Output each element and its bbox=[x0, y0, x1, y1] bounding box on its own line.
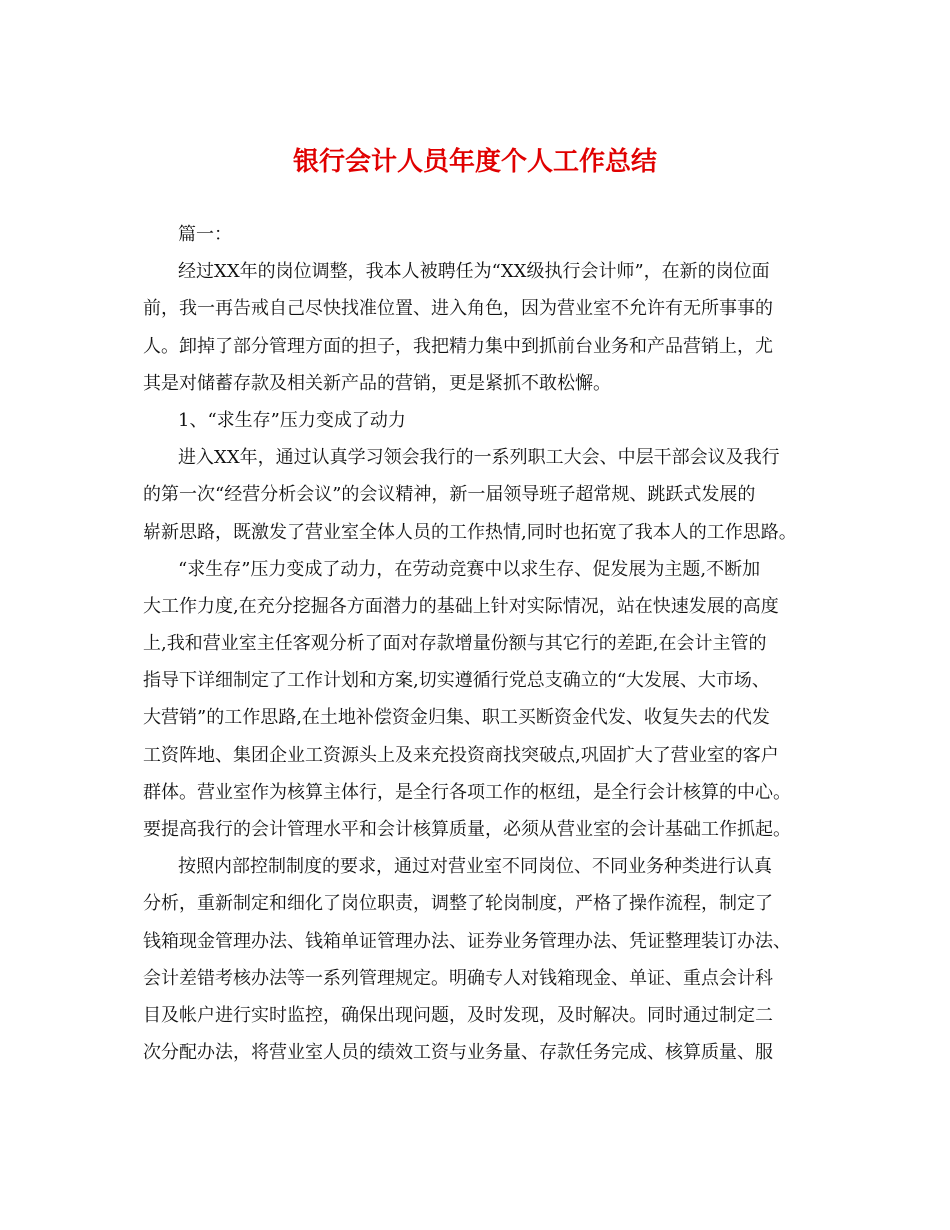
text-line: “求生存”压力变成了动力，在劳动竞赛中以求生存、促发展为主题,不断加 bbox=[178, 558, 761, 580]
text-line: 按照内部控制制度的要求，通过对营业室不同岗位、不同业务种类进行认真 bbox=[178, 856, 772, 878]
text-line: 前，我一再告戒自己尽快找准位置、进入角色，因为营业室不允许有无所事事的 bbox=[143, 298, 773, 320]
text-line: 分析，重新制定和细化了岗位职责，调整了轮岗制度，严格了操作流程，制定了 bbox=[143, 893, 773, 915]
document-title: 银行会计人员年度个人工作总结 bbox=[292, 147, 657, 177]
text-line: 指导下详细制定了工作计划和方案,切实遵循行党总支确立的“大发展、大市场、 bbox=[143, 670, 770, 692]
text-line: 上,我和营业室主任客观分析了面对存款增量份额与其它行的差距,在会计主管的 bbox=[143, 633, 767, 655]
text-line: 崭新思路，既激发了营业室全体人员的工作热情,同时也拓宽了我本人的工作思路。 bbox=[143, 521, 797, 543]
text-line: 经过XX年的岗位调整，我本人被聘任为“XX级执行会计师”，在新的岗位面 bbox=[178, 261, 770, 283]
text-line: 群体。营业室作为核算主体行，是全行各项工作的枢纽，是全行会计核算的中心。 bbox=[143, 781, 791, 803]
text-line: 大营销”的工作思路,在土地补偿资金归集、职工买断资金代发、收复失去的代发 bbox=[143, 707, 770, 729]
text-line: 篇一： bbox=[178, 224, 232, 245]
text-line: 钱箱现金管理办法、钱箱单证管理办法、证券业务管理办法、凭证整理装订办法、 bbox=[143, 930, 791, 952]
text-line: 会计差错考核办法等一系列管理规定。明确专人对钱箱现金、单证、重点会计科 bbox=[143, 967, 773, 989]
text-line: 工资阵地、集团企业工资源头上及来充投资商找突破点,巩固扩大了营业室的客户 bbox=[143, 744, 779, 766]
text-line: 要提高我行的会计管理水平和会计核算质量，必须从营业室的会计基础工作抓起。 bbox=[143, 819, 791, 840]
text-line: 其是对储蓄存款及相关新产品的营销，更是紧抓不敢松懈。 bbox=[143, 372, 611, 394]
text-line: 大工作力度,在充分挖掘各方面潜力的基础上针对实际情况，站在快速发展的高度 bbox=[143, 595, 779, 617]
text-line: 次分配办法，将营业室人员的绩效工资与业务量、存款任务完成、核算质量、服 bbox=[143, 1042, 773, 1064]
section-heading: 1、“求生存”压力变成了动力 bbox=[178, 409, 406, 431]
text-line: 进入XX年，通过认真学习领会我行的一系列职工大会、中层干部会议及我行 bbox=[178, 447, 780, 469]
document-body bbox=[143, 216, 823, 1071]
text-line: 的第一次“经营分析会议”的会议精神，新一届领导班子超常规、跳跃式发展的 bbox=[143, 484, 756, 506]
text-line: 目及帐户进行实时监控，确保出现问题，及时发现，及时解决。同时通过制定二 bbox=[143, 1004, 773, 1026]
text-line: 人。卸掉了部分管理方面的担子，我把精力集中到抓前台业务和产品营销上，尤 bbox=[143, 335, 773, 357]
